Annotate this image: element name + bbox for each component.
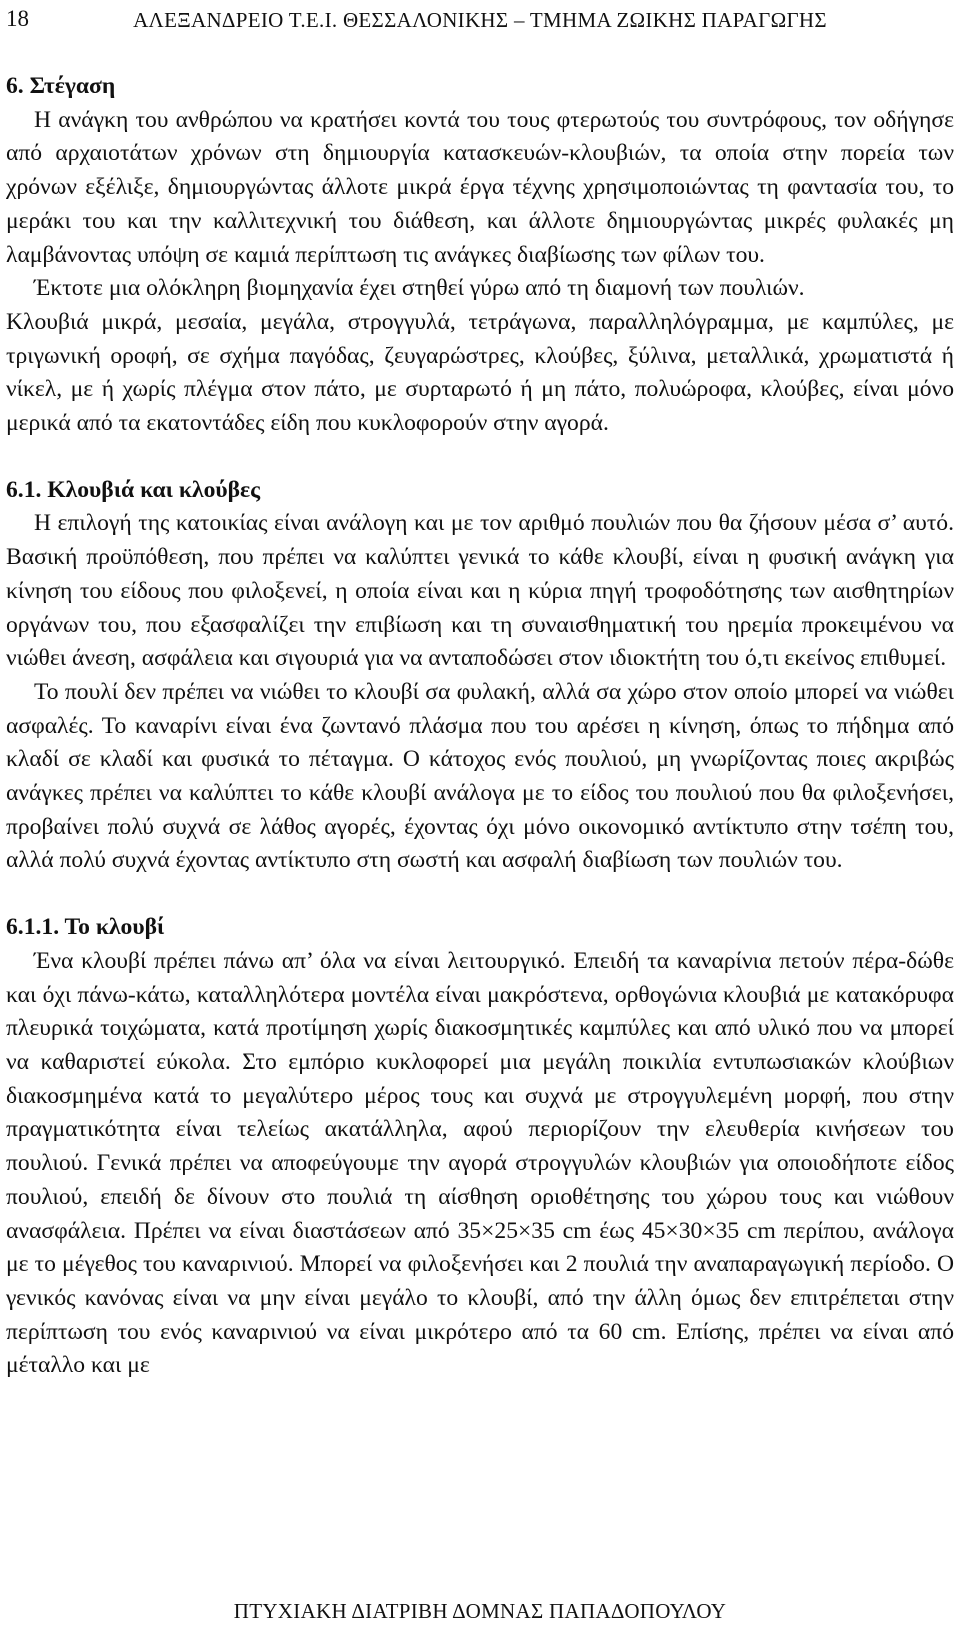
paragraph: Κλουβιά μικρά, μεσαία, μεγάλα, στρογγυλά, τετράγωνα, παραλληλόγραμμα, με καμπύλες, με τριγωνική οροφή, σε σχήμα παγόδας, ζευγαρώστρες, κλούβες, ξύλινα, μεταλλικά, χρωματιστά ή νίκελ, με ή χωρίς πλέγμα στον πάτο, με συρταρωτό ή μη πάτο, πολυώροφα, κλούβες, είναι μόνο μερικά από τα εκατοντάδες είδη που κυκλοφορούν στην αγορά. <box>6 308 954 437</box>
section-heading-6-1: 6.1. Κλουβιά και κλούβες <box>6 476 261 503</box>
running-title: ΑΛΕΞΑΝΔΡΕΙΟ Τ.Ε.Ι. ΘΕΣΣΑΛΟΝΙΚΗΣ – ΤΜΗΜΑ ΖΩΙΚΗΣ ΠΑΡΑΓΩΓΗΣ <box>133 8 827 32</box>
paragraph: Ένα κλουβί πρέπει πάνω απ’ όλα να είναι λειτουργικό. Επειδή τα καναρίνια πετούν πέρα-δώθε και όχι πάνω-κάτω, καταλληλότερα μοντέλα είναι μακρόστενα, ορθογώνια κλουβιά με κατακόρυφα πλευρικά τοιχώματα, κατά προτίμηση χωρίς διακοσμητικές καμπύλες και από υλικό που να μπορεί να καθαριστεί εύκολα. Στο εμπόριο κυκλοφορεί μια μεγάλη ποικιλία εντυπωσιακών κλούβιων διακοσμημένα κατά το μεγαλύτερο μέρος τους και συχνά με στρογγυλεμένη μορφή, που στην πραγματικότητα είναι τελείως ακατάλληλα, αφού περιορίζουν την ελευθερία κινήσεων του πουλιού. Γενικά πρέπει να αποφεύγουμε την αγορά στρογγυλών κλουβιών για οποιοδήποτε είδος πουλιού, επειδή δε δίνουν στο πουλιά τη αίσθηση οριοθέτησης του χώρου τους και νιώθουν ανασφάλεια. Πρέπει να είναι διαστάσεων από 35×25×35 cm έως 45×30×35 cm περίπου, ανάλογα με το μέγεθος του καναρινιού. Μπορεί να φιλοξενήσει και 2 πουλιά την αναπαραγωγική περίοδο. Ο γενικός κανόνας είναι να μην είναι μεγάλο το κλουβί, από την άλλη όμως δεν επιτρέπεται στην περίπτωση του ενός καναρινιού να είναι μικρότερο από τα 60 cm. Επίσης, πρέπει να είναι από μέταλλο και με <box>6 947 954 1379</box>
section-spacer <box>6 441 954 474</box>
paragraph: Το πουλί δεν πρέπει να νιώθει το κλουβί σα φυλακή, αλλά σα χώρο στον οποίο μπορεί να νιώθει ασφαλές. Το καναρίνι είναι ένα ζωντανό πλάσμα που του αρέσει η κίνηση, όπως το πήδημα από κλαδί σε κλαδί και φυσικά το πέταγμα. Ο κάτοχος ενός πουλιού, μη γνωρίζοντας ποιες ακριβώς ανάγκες πρέπει να καλύπτει το κάθε κλουβί ανάλογα με το είδος του πουλιού που θα φιλοξενήσει, προβαίνει πολύ συχνά σε λάθος αγορές, έχοντας όχι μόνο οικονομικό αντίκτυπο στην τσέπη του, αλλά πολύ συχνά έχοντας αντίκτυπο στη σωστή και ασφαλή διαβίωση των πουλιών του. <box>6 678 954 874</box>
page-number: 18 <box>6 6 29 31</box>
paragraph: Η ανάγκη του ανθρώπου να κρατήσει κοντά του τους φτερωτούς του συντρόφους, τον οδήγησε από αρχαιοτάτων χρόνων στη δημιουργία κατασκευών-κλουβιών, τα οποία στην πορεία των χρόνων εξέλιξε, δημιουργώντας άλλοτε μικρά έργα τέχνης χρησιμοποιώντας τη φαντασία του, το μεράκι του και την καλλιτεχνική του διάθεση, και άλλοτε δημιουργώντας μικρές φυλακές μη λαμβάνοντας υπόψη σε καμιά περίπτωση τις ανάγκες διαβίωσης των φίλων του. <box>6 106 954 268</box>
paragraph: Η επιλογή της κατοικίας είναι ανάλογη και με τον αριθμό πουλιών που θα ζήσουν μέσα σ’ αυτό. Βασική προϋπόθεση, που πρέπει να καλύπτει γενικά το κάθε κλουβί, είναι η φυσική ανάγκη για κίνηση του είδους που φιλοξενεί, η οποία είναι και η κύρια πηγή τροφοδότησης των αισθητηρίων οργάνων του, που εξασφαλίζει την επιβίωση και τη συναισθηματική του ηρεμία προκειμένου να νιώθει άνεση, ασφάλεια και σιγουριά για να ανταποδώσει στον ιδιοκτήτη του ό,τι εκείνος επιθυμεί. <box>6 510 954 672</box>
page-footer: ΠΤΥΧΙΑΚΗ ΔΙΑΤΡΙΒΗ ΔΟΜΝΑΣ ΠΑΠΑΔΟΠΟΥΛΟΥ <box>233 1599 727 1623</box>
page-body <box>6 70 954 1383</box>
section-heading-6: 6. Στέγαση <box>6 73 116 99</box>
paragraph: Έκτοτε μια ολόκληρη βιομηχανία έχει στηθεί γύρω από τη διαμονή των πουλιών. <box>34 275 805 302</box>
page-header <box>0 2 960 42</box>
section-spacer <box>6 878 954 911</box>
section-heading-6-1-1: 6.1.1. Το κλουβί <box>6 914 165 941</box>
